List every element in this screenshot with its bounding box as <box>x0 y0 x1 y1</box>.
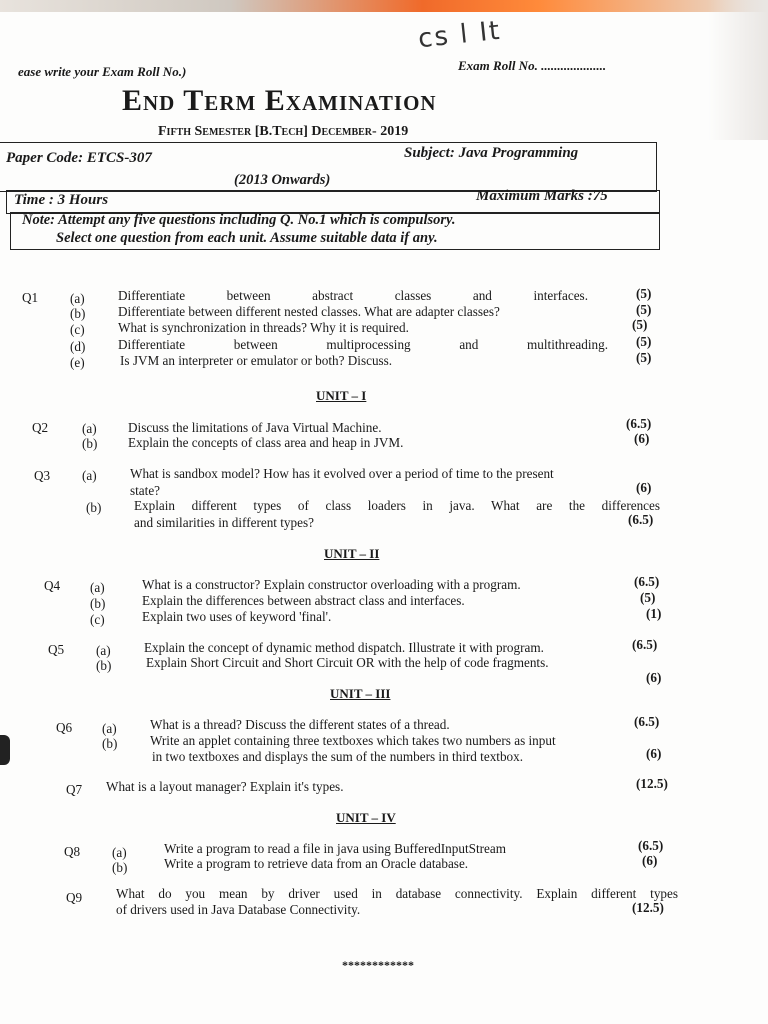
marks: (6.5) <box>634 714 660 729</box>
marks: (5) <box>636 350 652 365</box>
part-label: (a) <box>90 580 105 595</box>
max-marks: Maximum Marks :75 <box>476 188 608 204</box>
paper-code: Paper Code: ETCS-307 <box>6 150 152 166</box>
semester-line: Fifth Semester [B.Tech] December- 2019 <box>158 124 409 139</box>
question-number: Q2 <box>32 420 49 435</box>
roll-instruction: ease write your Exam Roll No.) <box>18 64 187 79</box>
unit-heading: UNIT – II <box>324 546 380 561</box>
part-label: (b) <box>70 306 86 321</box>
marks: (5) <box>636 334 652 349</box>
part-label: (a) <box>96 643 111 658</box>
question-text: Explain Short Circuit and Short Circuit OR with the help of code fragments. <box>146 655 549 670</box>
note-line-2: Select one question from each unit. Assume suitable data if any. <box>56 230 438 246</box>
marks: (6) <box>646 670 662 685</box>
binder-clip-icon <box>0 735 10 765</box>
exam-title: End Term Examination <box>122 84 437 117</box>
unit-heading: UNIT – IV <box>336 810 396 825</box>
question-text: Differentiate between multiprocessing and multithreading. <box>118 337 608 352</box>
question-number: Q5 <box>48 642 65 657</box>
question-text: What is synchronization in threads? Why it is required. <box>118 320 409 335</box>
part-label: (a) <box>112 845 127 860</box>
marks: (5) <box>632 317 648 332</box>
part-label: (b) <box>96 658 112 673</box>
marks: (6) <box>634 431 650 446</box>
handwritten-note: cs l It <box>416 15 503 55</box>
question-text: What is a constructor? Explain constructor overloading with a program. <box>142 577 521 592</box>
note-line-1: Note: Attempt any five questions including Q. No.1 which is compulsory. <box>22 212 456 228</box>
question-text: Explain two uses of keyword 'final'. <box>142 609 332 624</box>
page-shadow <box>708 0 768 140</box>
question-text: Explain the concepts of class area and heap in JVM. <box>128 435 404 450</box>
marks: (5) <box>636 286 652 301</box>
question-text: Differentiate between abstract classes and interfaces. <box>118 288 588 303</box>
part-label: (b) <box>102 736 118 751</box>
end-of-paper-marker: ************ <box>342 958 414 972</box>
marks: (12.5) <box>636 776 668 791</box>
marks: (6.5) <box>638 838 664 853</box>
part-label: (d) <box>70 339 86 354</box>
question-text: in two textboxes and displays the sum of the numbers in third textbox. <box>152 749 524 764</box>
question-text: Explain different types of class loaders in java. What are the differences <box>134 498 660 513</box>
part-label: (a) <box>82 468 97 483</box>
question-text: What is a thread? Discuss the different states of a thread. <box>150 717 450 732</box>
marks: (6) <box>642 853 658 868</box>
marks: (12.5) <box>632 900 664 915</box>
question-text: Write a program to retrieve data from an Oracle database. <box>164 856 469 871</box>
question-text: state? <box>130 483 161 498</box>
question-number: Q7 <box>66 782 83 797</box>
question-text: Is JVM an interpreter or emulator or both? Discuss. <box>120 353 393 368</box>
marks: (6) <box>636 480 652 495</box>
part-label: (a) <box>70 291 85 306</box>
question-number: Q9 <box>66 890 83 905</box>
part-label: (c) <box>70 322 85 337</box>
onwards-label: (2013 Onwards) <box>234 172 331 188</box>
question-number: Q1 <box>22 290 39 305</box>
question-text: Write a program to read a file in java using BufferedInputStream <box>164 841 506 856</box>
question-text: and similarities in different types? <box>134 515 314 530</box>
question-text: Write an applet containing three textboxes which takes two numbers as input <box>150 733 556 748</box>
question-text: Explain the concept of dynamic method dispatch. Illustrate it with program. <box>144 640 544 655</box>
question-text: Differentiate between different nested classes. What are adapter classes? <box>118 304 500 319</box>
time-label: Time : 3 Hours <box>14 192 109 208</box>
marks: (1) <box>646 606 662 621</box>
question-text: Discuss the limitations of Java Virtual Machine. <box>128 420 382 435</box>
marks: (6.5) <box>634 574 660 589</box>
part-label: (a) <box>82 421 97 436</box>
marks: (6.5) <box>626 416 652 431</box>
marks: (6) <box>646 746 662 761</box>
question-text: of drivers used in Java Database Connectivity. <box>116 902 361 917</box>
top-edge-band <box>0 0 768 12</box>
marks: (5) <box>640 590 656 605</box>
question-number: Q6 <box>56 720 73 735</box>
part-label: (b) <box>86 500 102 515</box>
marks: (5) <box>636 302 652 317</box>
part-label: (b) <box>90 596 106 611</box>
question-text: What is sandbox model? How has it evolved over a period of time to the present <box>130 466 554 481</box>
unit-heading: UNIT – III <box>330 686 391 701</box>
question-text: Explain the differences between abstract class and interfaces. <box>142 593 465 608</box>
part-label: (b) <box>82 436 98 451</box>
part-label: (c) <box>90 612 105 627</box>
question-text: What do you mean by driver used in database connectivity. Explain different types <box>116 886 678 901</box>
question-number: Q8 <box>64 844 81 859</box>
marks: (6.5) <box>632 637 658 652</box>
part-label: (a) <box>102 721 117 736</box>
question-text: What is a layout manager? Explain it's types. <box>106 779 344 794</box>
subject: Subject: Java Programming <box>404 145 579 161</box>
unit-heading: UNIT – I <box>316 388 367 403</box>
part-label: (b) <box>112 860 128 875</box>
part-label: (e) <box>70 355 85 370</box>
question-number: Q4 <box>44 578 61 593</box>
marks: (6.5) <box>628 512 654 527</box>
question-number: Q3 <box>34 468 51 483</box>
exam-roll-label: Exam Roll No. .................... <box>458 58 607 73</box>
